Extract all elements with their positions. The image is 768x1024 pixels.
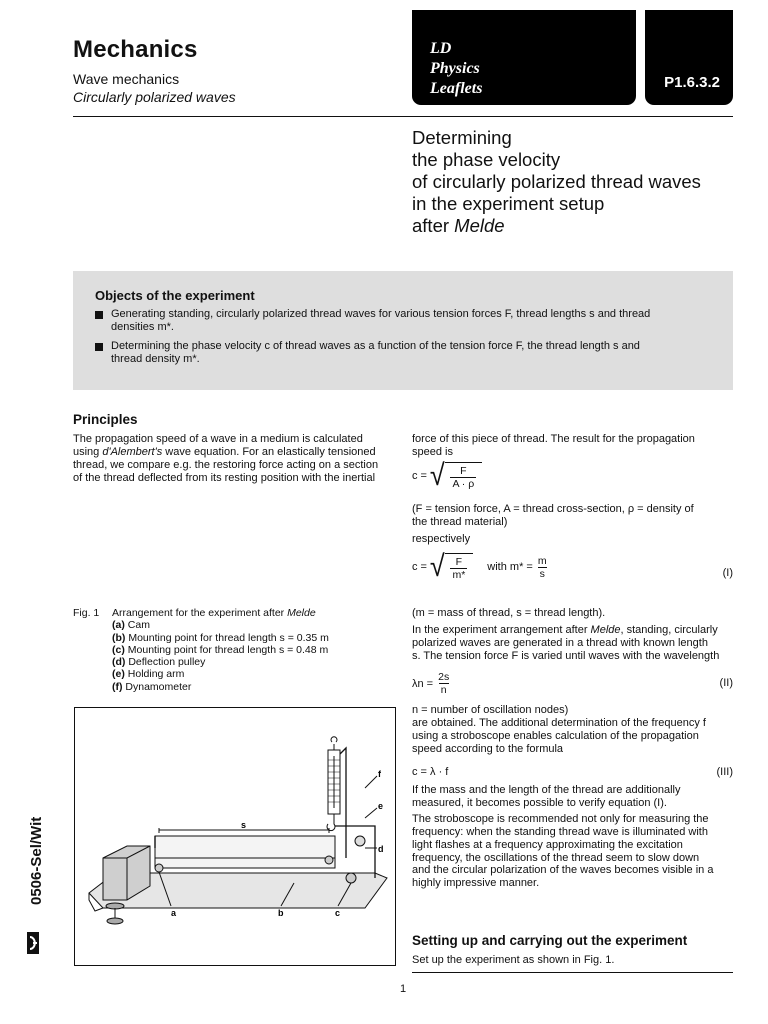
caption-items bbox=[112, 619, 396, 693]
caption-item-key: (f) bbox=[112, 680, 123, 693]
text-line: If the mass and the length of the thread are additionally bbox=[412, 784, 681, 796]
leaflet-code: P1.6.3.2 bbox=[664, 74, 720, 91]
caption-item-key: (a) bbox=[112, 619, 125, 632]
objects-item-line: Generating standing, circularly polarized thread waves for various tension forces F, thread lengths s and thread bbox=[111, 308, 651, 320]
caption-item-key: (e) bbox=[112, 668, 125, 681]
melde-apparatus-drawing bbox=[75, 708, 395, 965]
caption-title: Arrangement for the experiment after Melde bbox=[112, 607, 316, 619]
footer-rule bbox=[412, 972, 733, 973]
caption-item-text: Dynamometer bbox=[125, 680, 192, 693]
text-line: speed according to the formula bbox=[412, 742, 564, 755]
sqrt: √ $\frac{F}{A \cdot \rho}$ bbox=[429, 462, 482, 490]
text-line: thread, we compare e.g. the restoring force acting on a section bbox=[73, 458, 379, 471]
fig-label-b: b bbox=[278, 908, 284, 918]
objects-item bbox=[95, 340, 695, 366]
objects-item-line: thread density m*. bbox=[111, 353, 200, 365]
title-line: Determining bbox=[412, 127, 512, 148]
caption-item-key: (c) bbox=[112, 643, 125, 656]
text-line: using d'Alembert's wave equation. For an elastically tensioned bbox=[73, 445, 376, 458]
holding-arm bbox=[335, 826, 375, 878]
text-line: force of this piece of thread. The result for the propagation bbox=[412, 433, 695, 445]
caption-item bbox=[112, 619, 396, 631]
bullet-square-icon bbox=[95, 343, 103, 351]
text-line: The stroboscope is recommended not only for measuring the bbox=[412, 812, 709, 825]
eq-with: with m* = bbox=[487, 561, 533, 573]
eq-lhs: c = bbox=[412, 561, 427, 573]
caption-item-text: Mounting point for thread length s = 0.48 m bbox=[127, 643, 329, 656]
right-column-frequency bbox=[412, 704, 733, 756]
equation-number: (III) bbox=[716, 766, 733, 778]
right-column-stroboscope bbox=[412, 784, 733, 890]
header-rule bbox=[73, 116, 733, 117]
eq-lhs: λn = bbox=[412, 677, 434, 690]
text-line: The propagation speed of a wave in a medium is calculated bbox=[73, 433, 363, 445]
objects-item-line: Determining the phase velocity c of thread waves as a function of the tension force F, the thread length s and bbox=[111, 340, 640, 352]
figure-label: Fig. 1 bbox=[73, 607, 100, 619]
topic-subtitle: Wave mechanics bbox=[73, 71, 180, 87]
leybold-logo bbox=[27, 932, 45, 954]
equation-I: c = √ $\frac{F}{m*}$ with m* = $\frac{m}{s}$ (I) bbox=[412, 550, 733, 583]
caption-item-text: Holding arm bbox=[127, 668, 185, 681]
text-line: frequency, the oscillations of the thread seem to slow down bbox=[412, 851, 700, 864]
principles-paragraph bbox=[73, 433, 395, 485]
equation-III bbox=[412, 766, 733, 778]
right-column-definitions bbox=[412, 503, 733, 546]
title-line: the phase velocity bbox=[412, 149, 561, 170]
objects-item-line: densities m*. bbox=[111, 321, 174, 333]
equation-propagation-speed bbox=[412, 459, 482, 492]
text-line: the thread material) bbox=[412, 515, 508, 528]
subject-title: Mechanics bbox=[73, 36, 198, 63]
caption-item bbox=[112, 632, 396, 644]
objects-panel bbox=[73, 271, 733, 390]
title-line: in the experiment setup bbox=[412, 193, 605, 214]
text-line: (F = tension force, A = thread cross-section, ρ = density of bbox=[412, 503, 694, 515]
principles-heading: Principles bbox=[73, 412, 138, 427]
equation-II: λn = $\frac{2s}{n}$ (II) bbox=[412, 671, 733, 696]
leaflet-code-badge bbox=[645, 10, 733, 105]
eq-lhs: c = bbox=[412, 470, 427, 482]
fig-label-a: a bbox=[171, 908, 177, 918]
setup-heading: Setting up and carrying out the experiment bbox=[412, 933, 688, 948]
fig-label-e: e bbox=[378, 801, 384, 811]
text-line: using a stroboscope enables calculation of the propagation bbox=[412, 729, 699, 742]
physics-label: Physics bbox=[430, 60, 480, 77]
deflection-pulley bbox=[355, 836, 365, 846]
eq-body: c = λ · f bbox=[412, 766, 449, 778]
text-line: s. The tension force F is varied until waves with the wavelength bbox=[412, 649, 720, 662]
caption-item bbox=[112, 644, 396, 656]
text-line: and the circular polarization of the waves becomes visible in a bbox=[412, 864, 714, 877]
caption-item bbox=[112, 656, 396, 668]
leaflets-label: Leaflets bbox=[430, 80, 483, 97]
equation-number: (II) bbox=[719, 677, 733, 689]
text-line: n = number of oscillation nodes) bbox=[412, 704, 569, 716]
text-line: polarized waves are generated in a thread with known length bbox=[412, 636, 708, 649]
figure-frame bbox=[74, 707, 396, 966]
title-line: after Melde bbox=[412, 215, 505, 236]
document-code: 0506-Sel/Wit bbox=[28, 816, 45, 905]
right-column-intro bbox=[412, 433, 733, 459]
text-line: (m = mass of thread, s = thread length). bbox=[412, 607, 606, 619]
page-number: 1 bbox=[400, 983, 407, 995]
text-line: highly impressive manner. bbox=[412, 877, 540, 890]
fig-label-f: f bbox=[378, 769, 381, 779]
caption-item-key: (d) bbox=[112, 656, 126, 669]
text-line: measured, it becomes possible to verify equation (I). bbox=[412, 796, 667, 809]
knob bbox=[107, 918, 123, 924]
caption-item bbox=[112, 668, 396, 680]
figure-caption bbox=[112, 607, 396, 693]
fig-label-d: d bbox=[378, 844, 384, 854]
mount-d-base bbox=[346, 873, 356, 883]
thread-plane bbox=[155, 836, 335, 868]
caption-item-text: Mounting point for thread length s = 0.35 m bbox=[128, 631, 329, 644]
fig-label-c: c bbox=[335, 908, 341, 918]
subtopic-subtitle: Circularly polarized waves bbox=[73, 89, 236, 105]
fig-label-s: s bbox=[241, 820, 247, 830]
bullet-square-icon bbox=[95, 311, 103, 319]
text-line: speed is bbox=[412, 445, 453, 458]
dynamometer-hook bbox=[327, 814, 335, 831]
ld-label: LD bbox=[430, 40, 452, 57]
caption-item bbox=[112, 681, 396, 693]
ld-physics-leaflets-badge bbox=[412, 10, 636, 105]
text-line: frequency: when the standing thread wave is illuminated with bbox=[412, 825, 708, 838]
text-line: respectively bbox=[412, 532, 471, 545]
objects-heading: Objects of the experiment bbox=[95, 288, 255, 303]
caption-item-key: (b) bbox=[112, 631, 126, 644]
leaflet-title bbox=[412, 127, 701, 237]
right-column-melde bbox=[412, 607, 733, 663]
equation-number: (I) bbox=[722, 567, 733, 579]
caption-item-text: Cam bbox=[127, 619, 150, 632]
mount-c bbox=[325, 856, 333, 864]
caption-item-text: Deflection pulley bbox=[128, 656, 206, 669]
text-line: In the experiment arrangement after Melde, standing, circularly bbox=[412, 623, 718, 636]
sqrt: √ $\frac{F}{m*}$ bbox=[429, 553, 473, 581]
objects-item bbox=[95, 308, 695, 334]
text-line: of the thread deflected from its resting position with the inertial bbox=[73, 471, 376, 484]
text-line: are obtained. The additional determination of the frequency f bbox=[412, 716, 706, 729]
title-line: of circularly polarized thread waves bbox=[412, 171, 701, 192]
setup-text: Set up the experiment as shown in Fig. 1. bbox=[412, 954, 615, 966]
mount-a bbox=[155, 864, 163, 872]
text-line: light flashes at a frequency approximating the excitation bbox=[412, 838, 683, 851]
